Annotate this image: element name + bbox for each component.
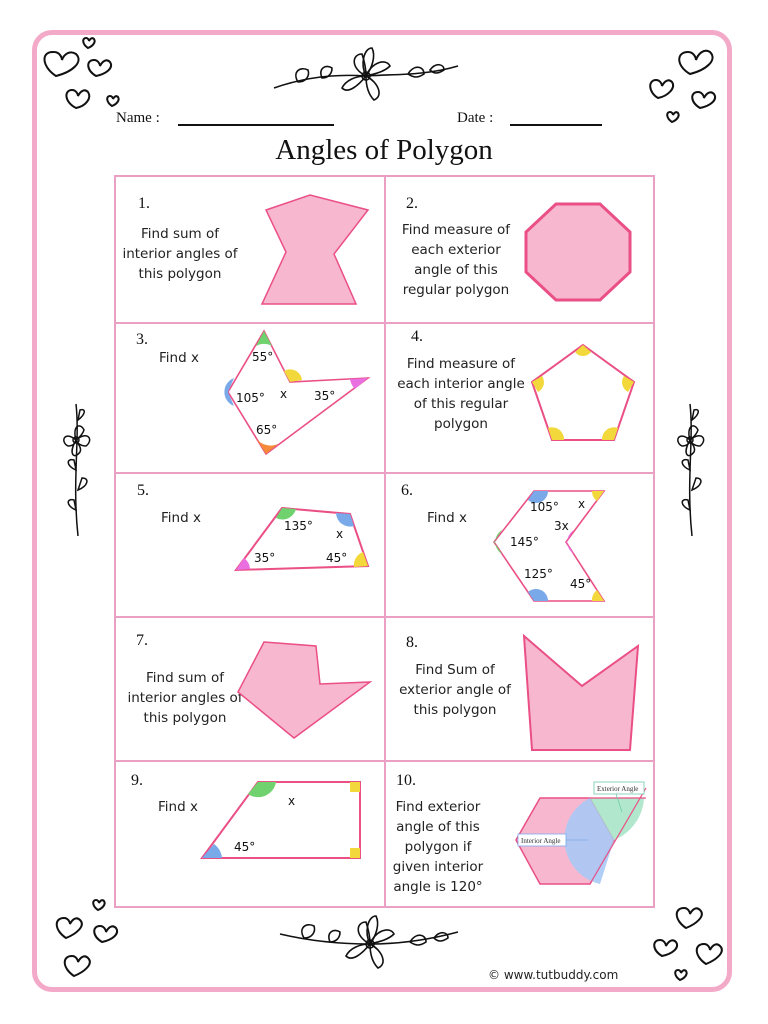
question-6-angle-105: 105°: [530, 500, 559, 514]
question-9-text: Find x: [158, 799, 198, 815]
question-3-angle-35: 35°: [314, 389, 336, 403]
flower-branch-right-decoration: [660, 400, 724, 540]
hearts-top-left-decoration: [36, 36, 136, 116]
question-9-angle-45: 45°: [234, 840, 256, 854]
question-10-text: Find exterior angle of this polygon if given interior angle is 120°: [392, 799, 484, 895]
question-2-octagon: [520, 200, 636, 304]
question-2-text: Find measure of each exterior angle of this regular polygon: [401, 222, 511, 298]
question-10-hexagon-diagram: [504, 778, 654, 890]
question-6-text: Find x: [427, 510, 467, 526]
question-2-number: 2.: [406, 195, 418, 212]
question-4-number: 4.: [411, 328, 423, 345]
question-8-concave-pentagon: [520, 632, 642, 754]
question-1-number: 1.: [138, 195, 150, 212]
question-3-angle-105: 105°: [236, 391, 265, 405]
question-6-concave-hexagon: [488, 486, 612, 608]
question-5-text: Find x: [161, 510, 201, 526]
hearts-bottom-left-decoration: [40, 896, 130, 980]
question-4-text: Find measure of each interior angle of this regular polygon: [397, 356, 525, 432]
name-label: Name :: [116, 110, 160, 126]
flower-branch-left-decoration: [46, 400, 110, 540]
question-3-angle-65: 65°: [256, 423, 278, 437]
question-5-angle-35: 35°: [254, 551, 276, 565]
question-10-exterior-angle-label: Exterior Angle: [597, 785, 639, 793]
question-9-angle-x: x: [288, 794, 296, 808]
question-6-angle-45: 45°: [570, 577, 592, 591]
flower-branch-bottom-decoration: [274, 912, 464, 978]
question-1-text: Find sum of interior angles of this polygon: [122, 226, 238, 282]
name-line[interactable]: [178, 124, 334, 126]
hearts-top-right-decoration: [640, 36, 732, 126]
question-4-pentagon: [526, 340, 640, 446]
question-3-number: 3.: [136, 331, 148, 348]
question-7-text: Find sum of interior angles of this polygon: [127, 670, 243, 726]
question-5-number: 5.: [137, 482, 149, 499]
grid-divider-row-2: [114, 472, 655, 474]
question-5-quadrilateral: [232, 502, 374, 576]
question-9-number: 9.: [131, 772, 143, 789]
hearts-bottom-right-decoration: [640, 898, 730, 982]
question-6-angle-x: x: [578, 497, 586, 511]
question-3-angle-55: 55°: [252, 350, 274, 364]
question-6-angle-145: 145°: [510, 535, 539, 549]
question-9-trapezoid: [198, 776, 368, 864]
question-1-hourglass-polygon: [256, 190, 376, 310]
question-5-angle-x: x: [336, 527, 344, 541]
copyright-footer: © www.tutbuddy.com: [488, 968, 619, 982]
question-6-angle-125: 125°: [524, 567, 553, 581]
question-10-number: 10.: [396, 772, 416, 789]
question-8-number: 8.: [406, 634, 418, 651]
page-title: Angles of Polygon: [275, 134, 493, 166]
question-6-number: 6.: [401, 482, 413, 499]
date-line[interactable]: [510, 124, 602, 126]
flower-branch-top-decoration: [268, 40, 464, 110]
question-7-concave-pentagon: [232, 636, 376, 742]
question-5-angle-45: 45°: [326, 551, 348, 565]
question-3-text: Find x: [159, 350, 199, 366]
grid-divider-row-4: [114, 760, 655, 762]
question-8-text: Find Sum of exterior angle of this polygon: [399, 662, 511, 718]
question-10-interior-angle-label: Interior Angle: [521, 837, 561, 845]
grid-divider-row-3: [114, 616, 655, 618]
question-6-angle-3x: 3x: [554, 519, 569, 533]
question-3-concave-quadrilateral: [222, 326, 374, 460]
question-3-angle-x: x: [280, 387, 288, 401]
question-7-number: 7.: [136, 632, 148, 649]
question-5-angle-135: 135°: [284, 519, 313, 533]
date-label: Date :: [457, 110, 494, 126]
grid-divider-row-1: [114, 322, 655, 324]
